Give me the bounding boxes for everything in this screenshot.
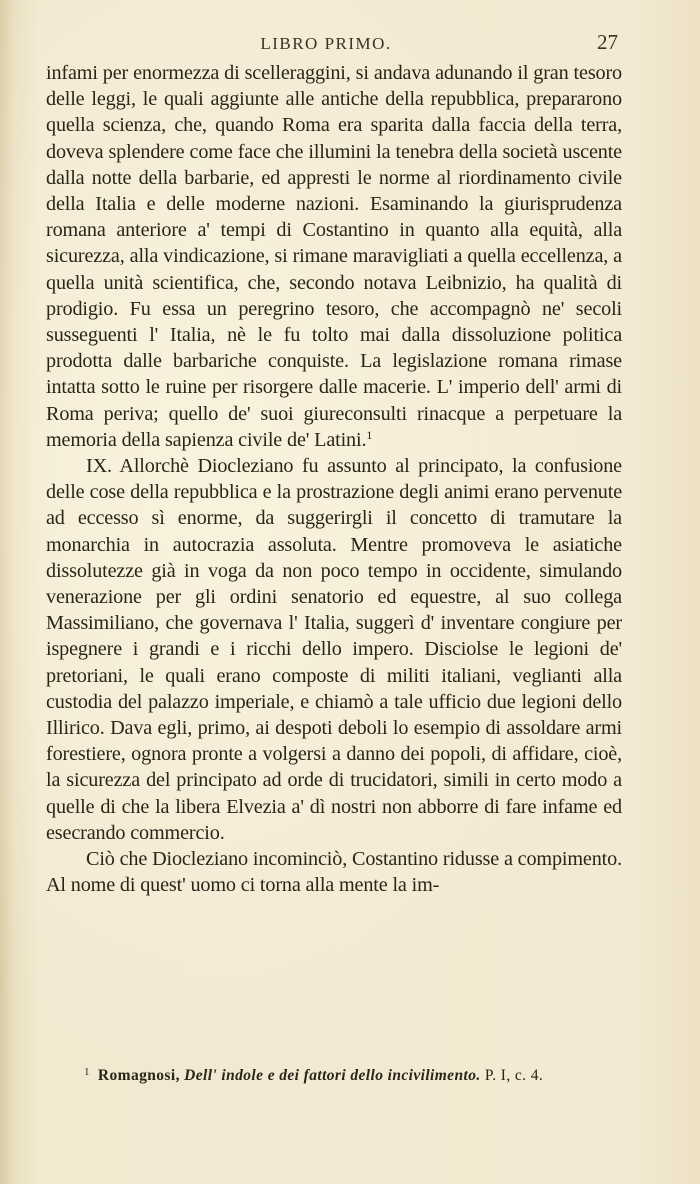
footnote-title: Dell' indole e dei fattori dello incivilimento.	[184, 1067, 481, 1084]
footnote-reference[interactable]: 1	[366, 427, 373, 442]
paragraph-text: infami per enormezza di scelleraggini, si andava adunando il gran tesoro delle leggi, le quali aggiunte alle antiche della repubblica, prepararono quella scienza, che, quando Roma era sparita dalla faccia della terra, doveva splendere come face che illumini la tenebra della società uscente dalla notte della barbarie, ed appresti le norme al riordinamento civile della Italia e delle moderne nazioni. Esaminando la giurisprudenza romana anteriore a' tempi di Costantino in quanto alla equità, alla sicurezza, alla vindicazione, si rimane maravigliati a quella eccellenza, a quella unità scientifica, che, secondo notava Leibnizio, ha qualità di prodigio. Fu essa un peregrino tesoro, che accompagnò ne' secoli susseguenti l' Italia, nè le fu tolto mai dalla dissoluzione politica prodotta dalle barbariche conquiste. La legislazione romana rimase intatta sotto le ruine per risorgere dalle macerie. L' imperio dell' armi di Roma periva; quello de' suoi giureconsulti rinacque a perpetuare la memoria della sapienza civile de' Latini.	[46, 62, 622, 451]
page-header	[0, 30, 700, 60]
footnote-mark: 1	[84, 1066, 90, 1078]
footnote-reference-text: P. I, c. 4.	[484, 1067, 544, 1084]
footnote-author: Romagnosi,	[97, 1067, 180, 1084]
footnote	[84, 1066, 624, 1085]
body-text	[46, 60, 622, 899]
paragraph-text: IX. Allorchè Diocleziano fu assunto al principato, la confusione delle cose della repubblica e la prostrazione degli animi erano pervenute ad eccesso sì enorme, da suggerirgli il concetto di tramutare la monarchia in autocrazia assoluta. Mentre promoveva le asiatiche dissolutezze già in voga da non poco tempo in occidente, simulando venerazione per gli ordini senatorio ed equestre, al suo collega Massimiliano, che governava l' Italia, suggerì d' inventare congiure per ispegnere i grandi e i ricchi dello impero. Disciolse le legioni de' pretoriani, le quali erano composte di militi italiani, veglianti alla custodia del palazzo imperiale, e chiamò a tale ufficio due legioni dello Illirico. Dava egli, primo, ai despoti deboli lo esempio di assoldare armi forestiere, ognora pronte a volgersi a danno dei popoli, di affidare, cioè, la sicurezza del principato ad orde di trucidatori, simili in certo modo a quelle di che la libera Elvezia a' dì nostri non abborre di fare infame ed esecrando commercio.	[46, 455, 622, 844]
running-title: LIBRO PRIMO.	[260, 34, 392, 53]
paragraph	[46, 453, 622, 846]
paragraph	[46, 846, 622, 898]
paragraph-text: Ciò che Diocleziano incominciò, Costantino ridusse a compimento. Al nome di quest' uomo ci torna alla mente la im-	[46, 848, 622, 897]
page-number: 27	[597, 30, 618, 54]
paragraph	[46, 60, 622, 453]
